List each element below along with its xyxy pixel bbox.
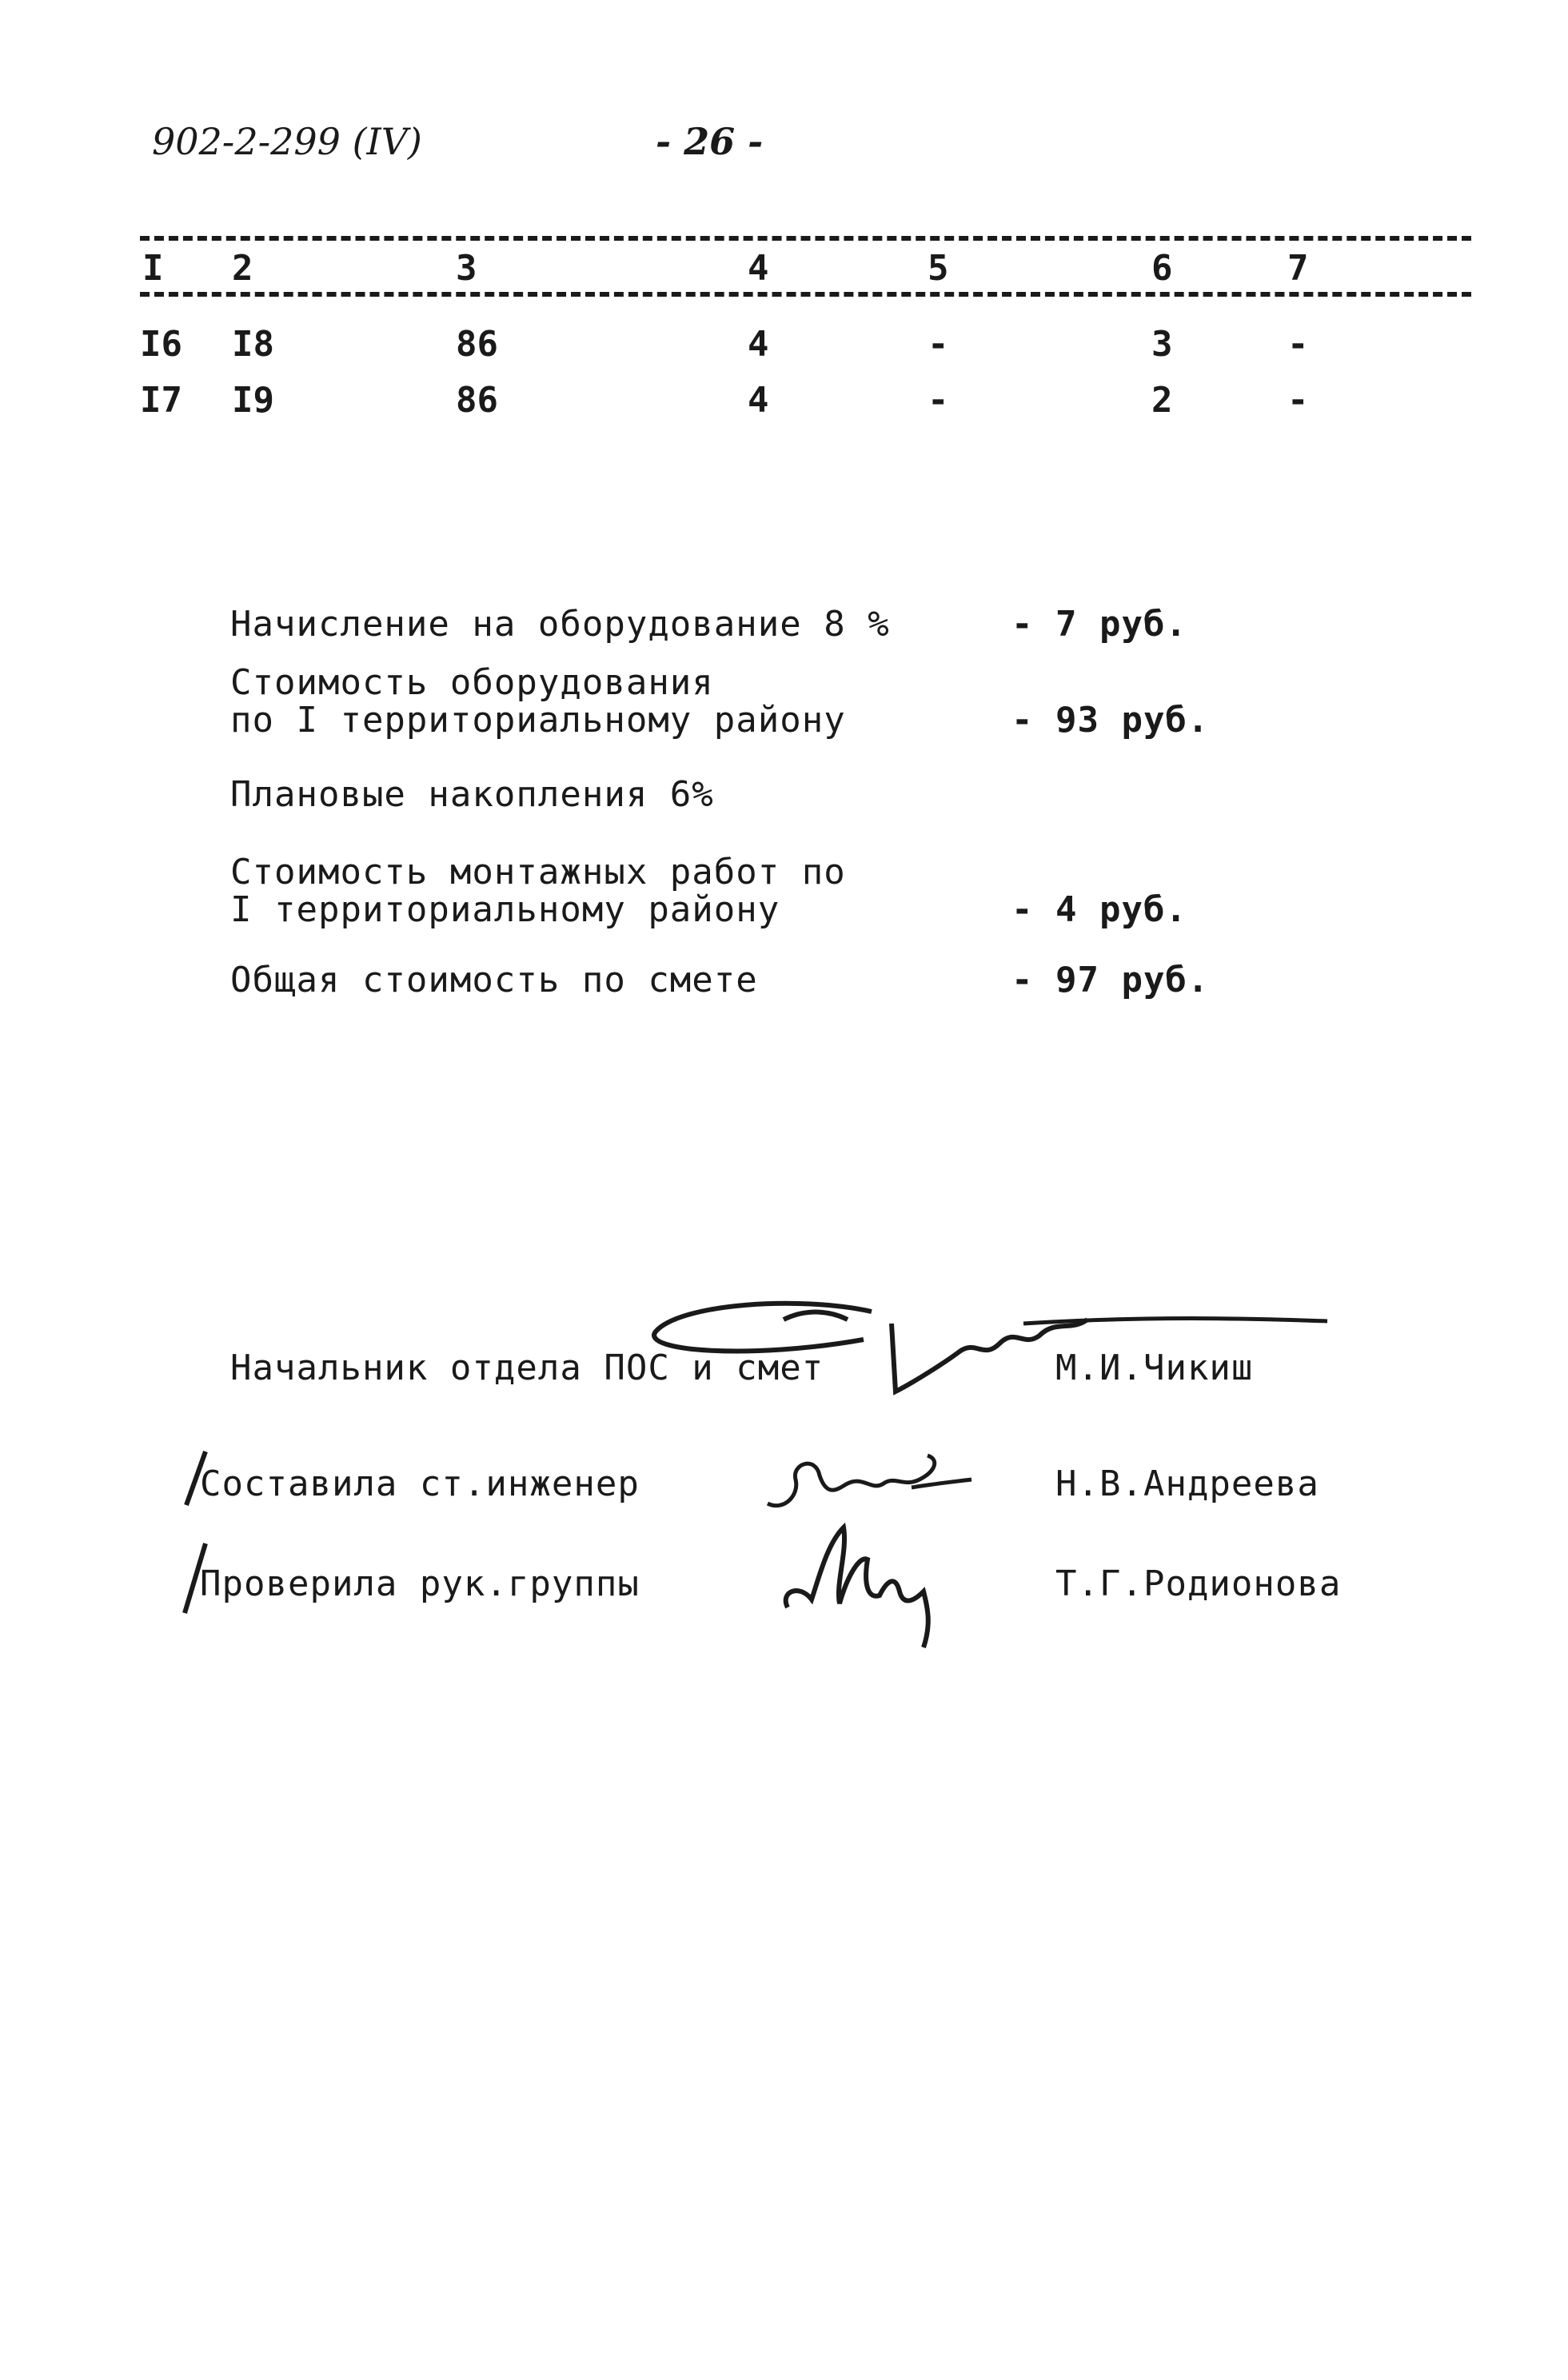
check-mark: [180, 1448, 212, 1511]
summary-value: - 93 руб.: [1011, 700, 1210, 741]
summary-label: Стоимость оборудования: [230, 662, 714, 703]
table-cell: 3: [1151, 324, 1173, 365]
summary-value: - 4 руб.: [1011, 889, 1187, 930]
column-header: 4: [748, 248, 769, 289]
table-cell: 86: [456, 380, 498, 421]
signatory-role: Составила ст.инженер: [200, 1464, 640, 1504]
table-top-rule: [140, 236, 1471, 241]
check-mark: [180, 1539, 212, 1619]
signatory-name: Н.В.Андреева: [1055, 1464, 1319, 1504]
column-header: 5: [928, 248, 949, 289]
table-cell: I8: [232, 324, 274, 365]
column-header: 7: [1287, 248, 1309, 289]
table-cell: -: [1287, 324, 1309, 365]
table-cell: 4: [748, 380, 769, 421]
summary-label: Начисление на оборудование 8 %: [230, 604, 890, 645]
table-cell: 4: [748, 324, 769, 365]
signatory-role: Проверила рук.группы: [200, 1563, 640, 1604]
summary-label: I территориальному району: [230, 889, 780, 930]
table-cell: 2: [1151, 380, 1173, 421]
summary-label: Стоимость монтажных работ по: [230, 852, 846, 892]
column-header: 2: [232, 248, 253, 289]
summary-label: Общая стоимость по смете: [230, 960, 758, 1000]
table-cell: -: [1287, 380, 1309, 421]
handwritten-signature: [608, 1264, 1343, 1408]
table-cell: -: [928, 380, 949, 421]
table-cell: -: [928, 324, 949, 365]
table-cell: I7: [140, 380, 182, 421]
column-header: 3: [456, 248, 477, 289]
summary-value: - 7 руб.: [1011, 604, 1187, 645]
summary-label: по I территориальному району: [230, 700, 846, 741]
table-cell: I6: [140, 324, 182, 365]
column-header: I: [142, 248, 164, 289]
summary-label: Плановые накопления 6%: [230, 774, 714, 815]
signatory-role: Начальник отдела ПОС и смет: [230, 1348, 824, 1388]
signatory-name: Т.Г.Родионова: [1055, 1563, 1342, 1604]
table-header-rule: [140, 292, 1471, 297]
page-number: - 26 -: [656, 120, 764, 163]
summary-value: - 97 руб.: [1011, 960, 1210, 1000]
handwritten-signature: [768, 1511, 952, 1663]
signatory-name: М.И.Чикиш: [1055, 1348, 1254, 1388]
document-code: 902-2-299 (IV): [152, 120, 422, 163]
table-cell: 86: [456, 324, 498, 365]
table-cell: I9: [232, 380, 274, 421]
column-header: 6: [1151, 248, 1173, 289]
